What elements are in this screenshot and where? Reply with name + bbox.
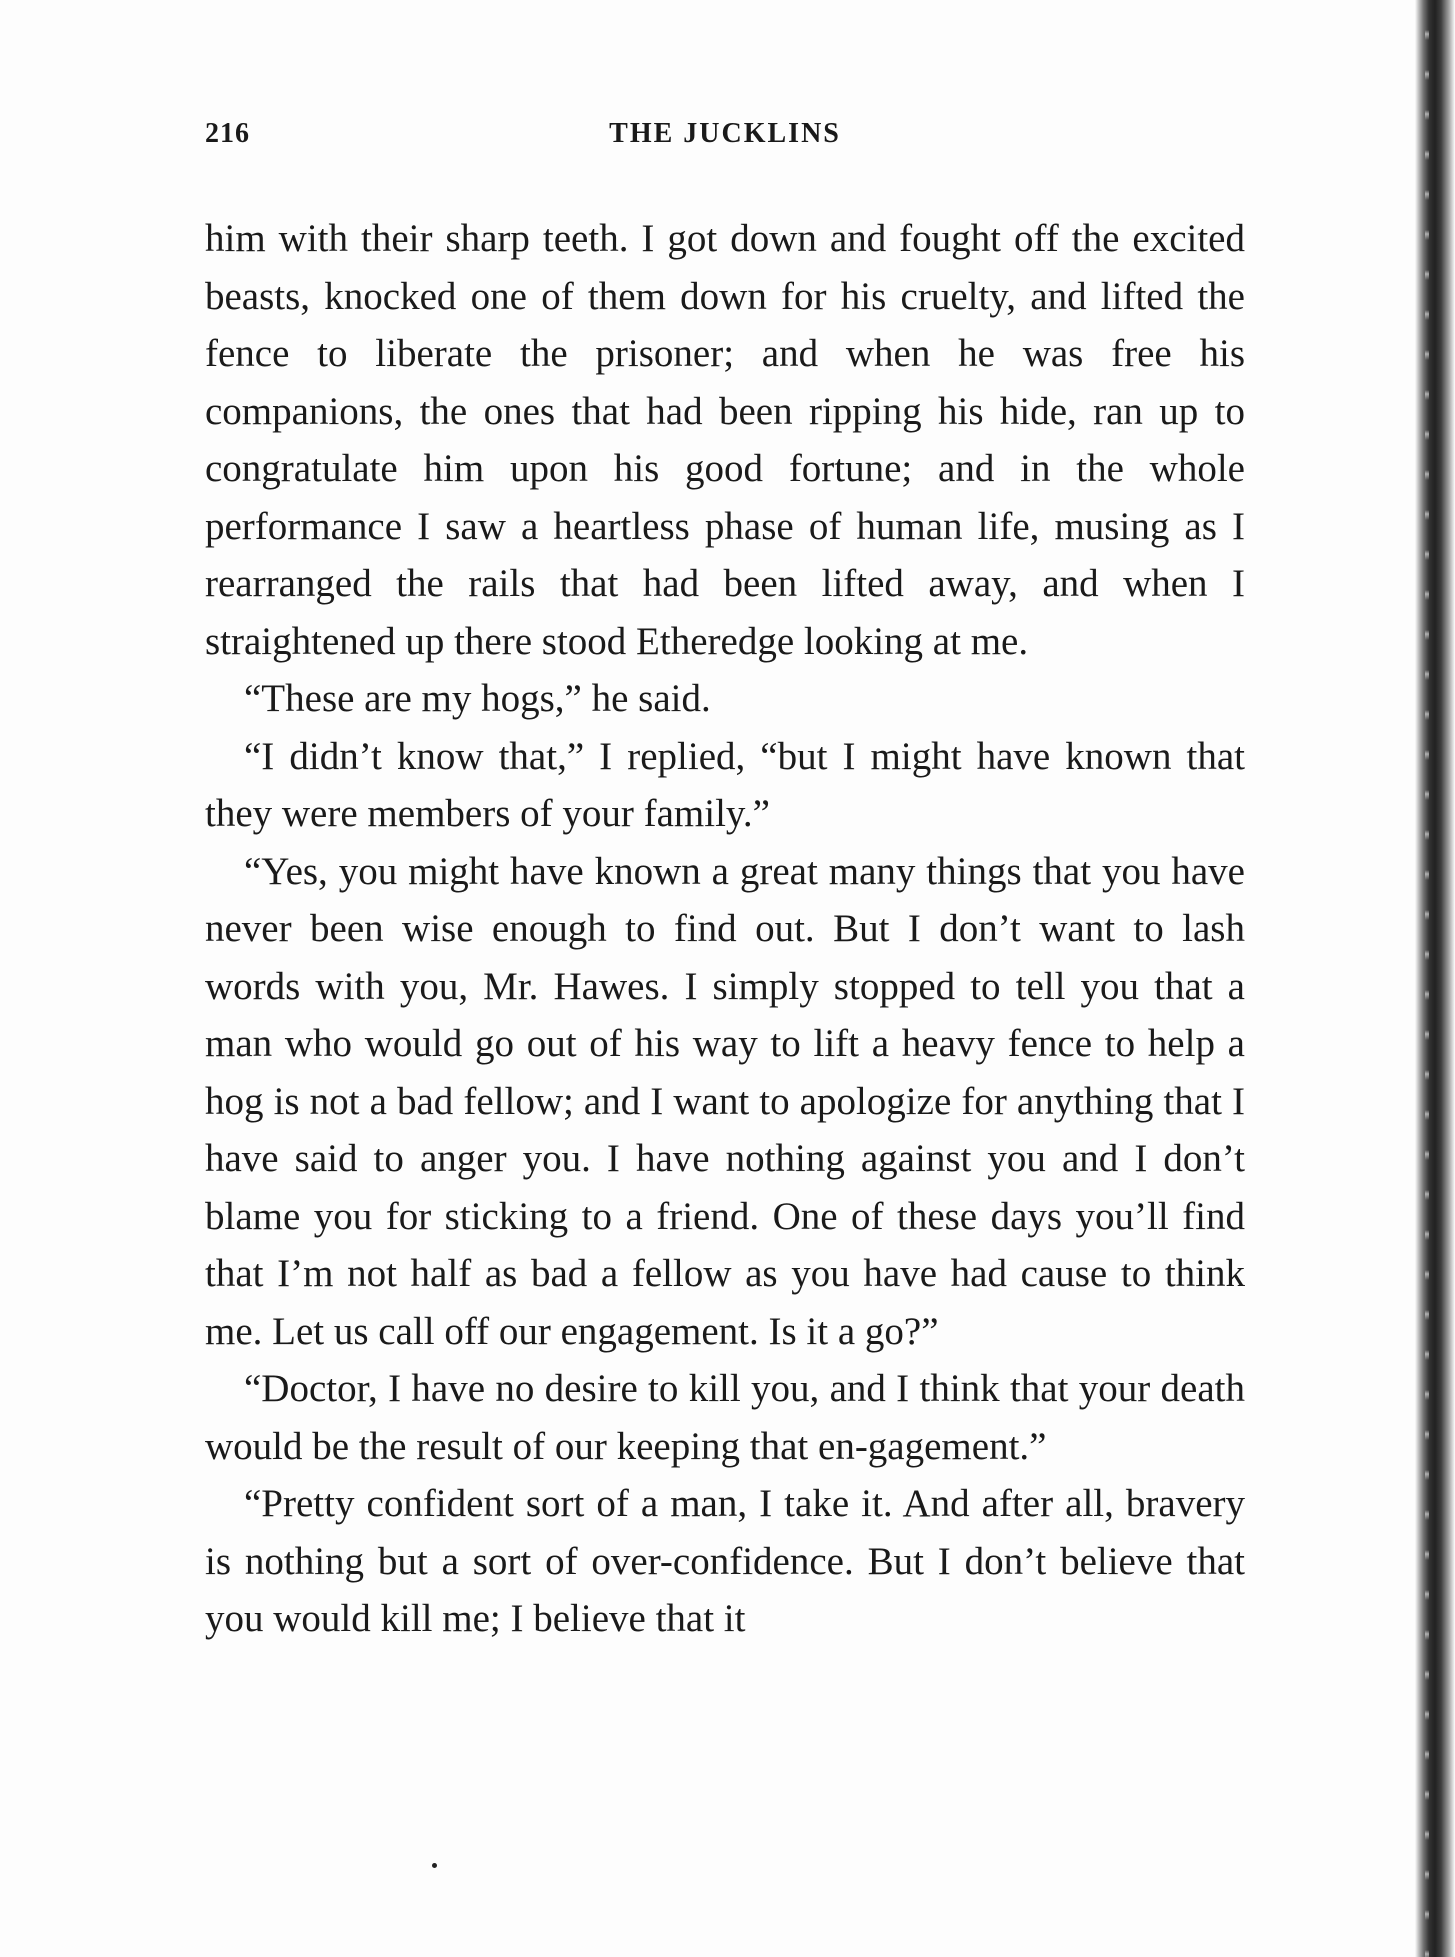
binding-shadow — [1415, 0, 1455, 1957]
paragraph-6: “Pretty confident sort of a man, I take it. And after all, bravery is nothing but a sort of over-confidence. But I don’t believe that you would kill me; I believe that it — [205, 1482, 1245, 1640]
running-head — [205, 118, 1245, 158]
paragraph-4: “Yes, you might have known a great many things that you have never been wise enough to find out. But I don’t want to lash words with you, Mr. Hawes. I simply stopped to tell you that a man who would go out of his way to lift a heavy fence to help a hog is not a bad fellow; and I want to apologize for anything that I have said to anger you. I have nothing against you and I don’t blame you for sticking to a friend. One of these days you’ll find that I’m not half as bad a fellow as you have had cause to think me. Let us call off our engagement. Is it a go?” — [205, 849, 1245, 1353]
paragraph-5: “Doctor, I have no desire to kill you, and I think that your death would be the result of our keeping that en-gagement.” — [205, 1367, 1245, 1468]
paragraph-1: him with their sharp teeth. I got down and fought off the excited beasts, knocked one of them down for his cruelty, and lifted the fence to liberate the prisoner; and when he was free his companions, the ones that had been ripping his hide, ran up to congratulate him upon his good fortune; and in the whole performance I saw a heartless phase of human life, musing as I rearranged the rails that had been lifted away, and when I straightened up there stood Etheredge looking at me. — [205, 217, 1245, 663]
paragraph-2: “These are my hogs,” he said. — [244, 677, 711, 720]
body-text — [205, 210, 1245, 1648]
paragraph-3: “I didn’t know that,” I replied, “but I might have known that they were members of your family.” — [205, 734, 1245, 835]
page-number: 216 — [205, 118, 250, 149]
print-speck — [432, 1863, 437, 1868]
running-title: THE JUCKLINS — [609, 118, 841, 149]
